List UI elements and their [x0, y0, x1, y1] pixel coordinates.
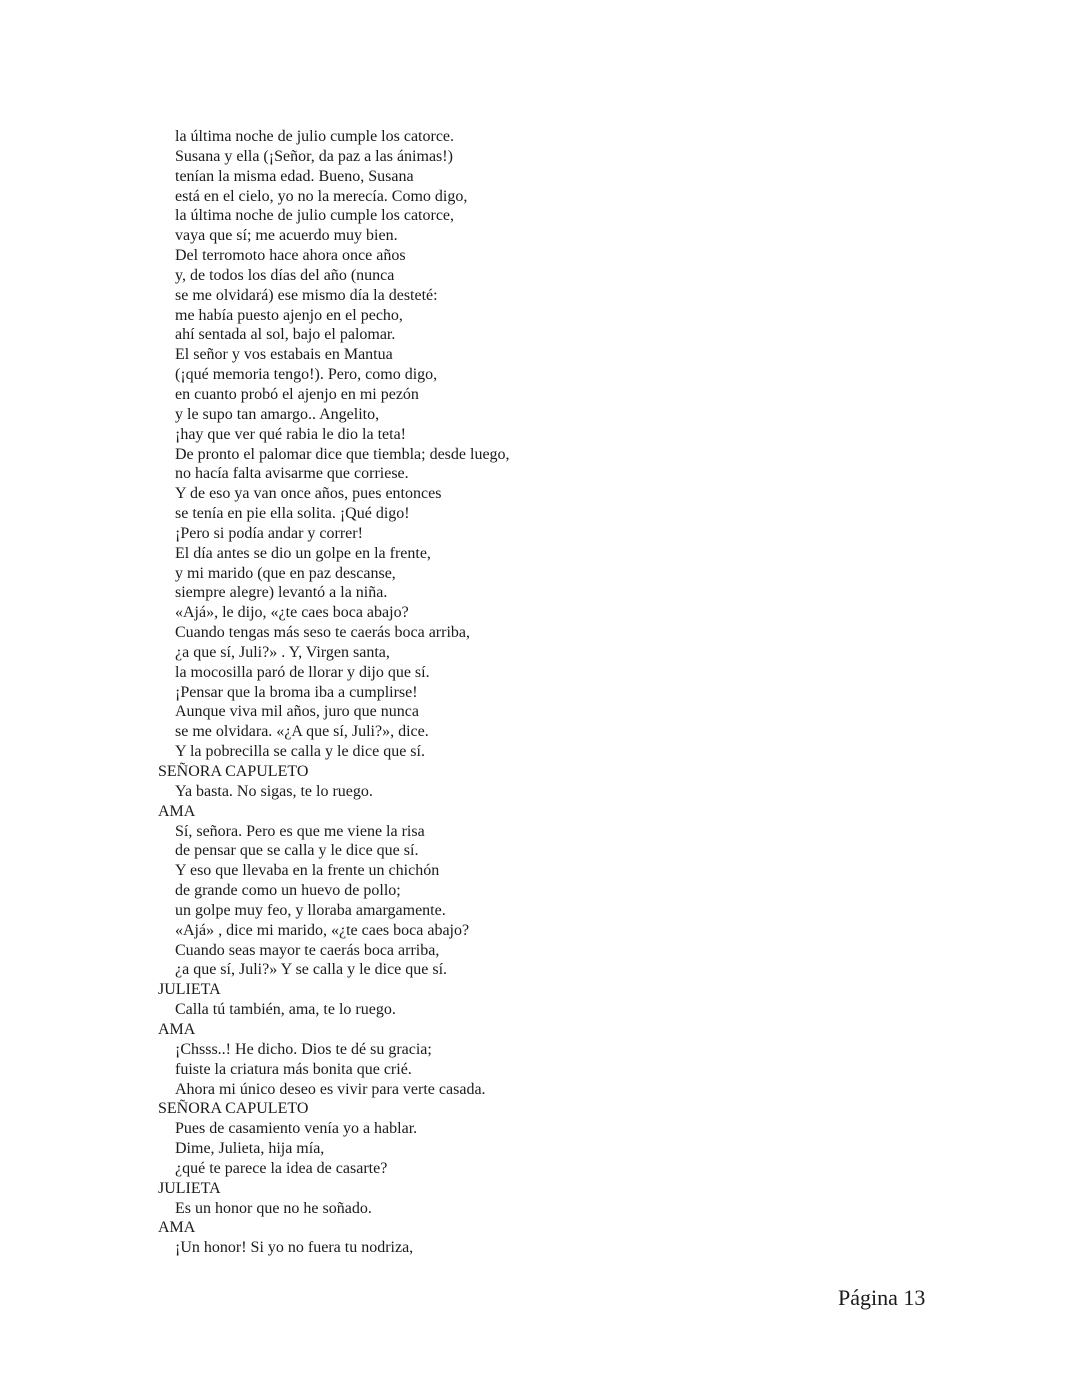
- play-text-block: [158, 127, 918, 1258]
- verse-line: El señor y vos estabais en Mantua: [175, 346, 393, 364]
- verse-line: Y eso que llevaba en la frente un chichón: [175, 862, 440, 880]
- verse-line: Sí, señora. Pero es que me viene la risa: [175, 822, 425, 840]
- verse-line: Cuando tengas más seso te caerás boca arriba,: [175, 624, 470, 642]
- verse-line: y le supo tan amargo.. Angelito,: [175, 405, 380, 423]
- verse-line: la última noche de julio cumple los catorce.: [175, 128, 455, 145]
- verse-line: se me olvidará) ese mismo día la desteté:: [175, 286, 438, 304]
- verse-line: De pronto el palomar dice que tiembla; desde luego,: [175, 445, 510, 463]
- verse-line: ¿qué te parece la idea de casarte?: [175, 1159, 388, 1177]
- verse-line: tenían la misma edad. Bueno, Susana: [175, 167, 414, 185]
- verse-line: se me olvidara. «¿A que sí, Juli?», dice.: [175, 723, 429, 741]
- verse-line: la mocosilla paró de llorar y dijo que sí.: [175, 663, 430, 681]
- verse-line: ¡Un honor! Si yo no fuera tu nodriza,: [175, 1239, 414, 1257]
- speaker-name: JULIETA: [158, 1179, 221, 1197]
- verse-line: de pensar que se calla y le dice que sí.: [175, 842, 419, 860]
- verse-line: Calla tú también, ama, te lo ruego.: [175, 1001, 396, 1019]
- speaker-name: SEÑORA CAPULETO: [158, 763, 309, 780]
- verse-line: está en el cielo, yo no la merecía. Como digo,: [175, 187, 468, 205]
- speaker-name: SEÑORA CAPULETO: [158, 1100, 309, 1118]
- verse-line: siempre alegre) levantó a la niña.: [175, 584, 388, 602]
- verse-line: y, de todos los días del año (nunca: [175, 266, 395, 284]
- verse-line: El día antes se dio un golpe en la frente,: [175, 544, 431, 562]
- verse-line: (¡qué memoria tengo!). Pero, como digo,: [175, 366, 438, 384]
- verse-line: «Ajá», le dijo, «¿te caes boca abajo?: [175, 604, 409, 622]
- verse-line: Del terromoto hace ahora once años: [175, 247, 406, 265]
- verse-line: en cuanto probó el ajenjo en mi pezón: [175, 385, 419, 403]
- verse-line: Y de eso ya van once años, pues entonces: [175, 485, 442, 503]
- verse-line: Cuando seas mayor te caerás boca arriba,: [175, 941, 440, 959]
- verse-line: Ya basta. No sigas, te lo ruego.: [175, 782, 373, 800]
- verse-line: de grande como un huevo de pollo;: [175, 882, 401, 900]
- verse-line: fuiste la criatura más bonita que crié.: [175, 1060, 412, 1078]
- verse-line: no hacía falta avisarme que corriese.: [175, 465, 409, 483]
- verse-line: la última noche de julio cumple los catorce,: [175, 207, 455, 225]
- verse-line: y mi marido (que en paz descanse,: [175, 564, 396, 582]
- verse-line: Aunque viva mil años, juro que nunca: [175, 703, 419, 721]
- verse-line: ¿a que sí, Juli?» Y se calla y le dice que sí.: [175, 961, 448, 979]
- verse-line: Susana y ella (¡Señor, da paz a las ánimas!): [175, 147, 453, 165]
- verse-line: me había puesto ajenjo en el pecho,: [175, 306, 403, 324]
- verse-line: «Ajá» , dice mi marido, «¿te caes boca abajo?: [175, 921, 470, 939]
- verse-line: ¿a que sí, Juli?» . Y, Virgen santa,: [175, 643, 390, 661]
- verse-line: ¡Chsss..! He dicho. Dios te dé su gracia;: [175, 1040, 432, 1058]
- speaker-name: JULIETA: [158, 981, 221, 999]
- verse-line: Dime, Julieta, hija mía,: [175, 1140, 325, 1158]
- verse-line: Y la pobrecilla se calla y le dice que sí.: [175, 743, 425, 761]
- speaker-name: AMA: [158, 1020, 196, 1038]
- verse-line: ¡Pensar que la broma iba a cumplirse!: [175, 683, 418, 701]
- verse-line: vaya que sí; me acuerdo muy bien.: [175, 227, 398, 245]
- verse-line: un golpe muy feo, y lloraba amargamente.: [175, 901, 446, 919]
- verse-line: ahí sentada al sol, bajo el palomar.: [175, 326, 396, 344]
- speaker-name: AMA: [158, 802, 196, 820]
- verse-line: Ahora mi único deseo es vivir para verte casada.: [175, 1080, 486, 1098]
- page-number: Página 13: [838, 1285, 926, 1310]
- verse-line: ¡Pero si podía andar y correr!: [175, 524, 363, 542]
- verse-line: se tenía en pie ella solita. ¡Qué digo!: [175, 505, 410, 523]
- verse-line: Pues de casamiento venía yo a hablar.: [175, 1120, 418, 1138]
- verse-line: ¡hay que ver qué rabia le dio la teta!: [175, 425, 406, 443]
- speaker-name: AMA: [158, 1219, 196, 1237]
- verse-line: Es un honor que no he soñado.: [175, 1199, 372, 1217]
